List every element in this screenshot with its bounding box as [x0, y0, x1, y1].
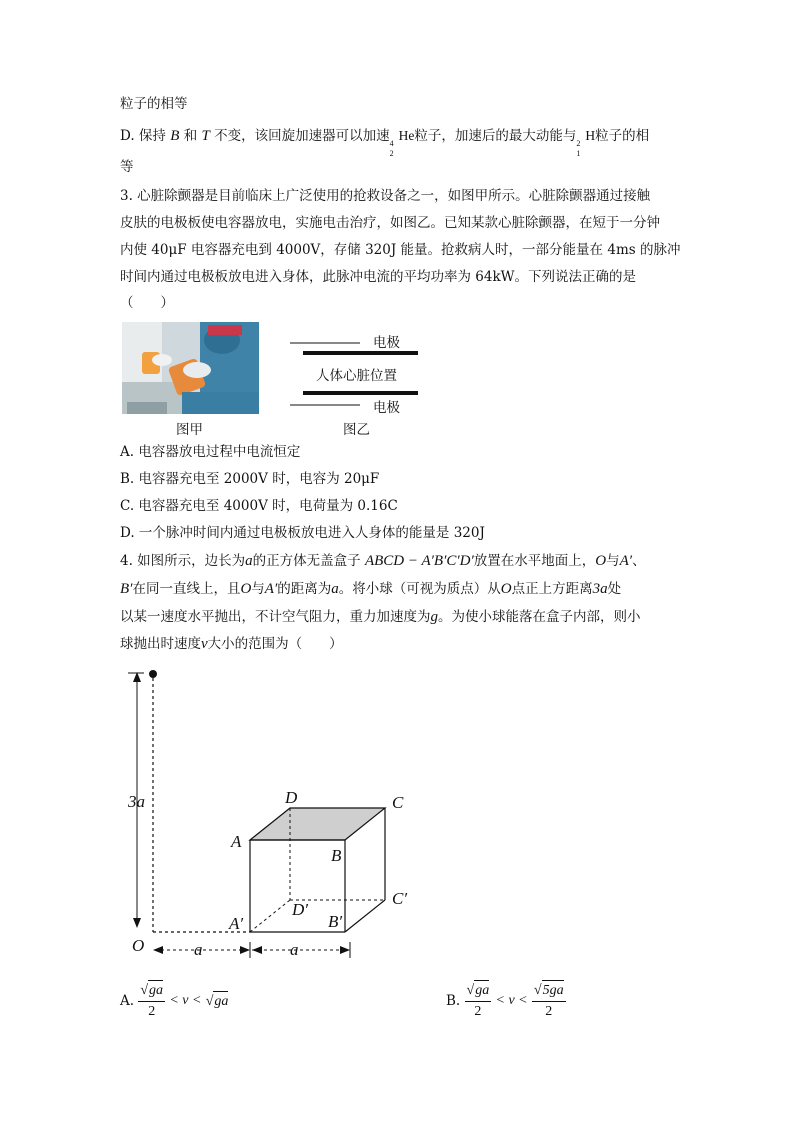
question-4-text: 球抛出时速度v大小的范围为（ ） — [120, 636, 343, 652]
origin-label: O — [132, 936, 145, 955]
answer-brackets: （ ） — [120, 295, 174, 311]
vertex-label-a-prime: A′ — [229, 914, 244, 933]
question-3-text: 时间内通过电极板放电进入身体，此脉冲电流的平均功率为 64kW。下列说法正确的是 — [120, 269, 637, 285]
question-3-text: 皮肤的电极板使电容器放电，实施电击治疗，如图乙。已知某款心脏除颤器，在短于一分钟 — [120, 215, 660, 231]
hidden-edge — [250, 900, 290, 932]
box-top-face — [250, 808, 385, 840]
q4-option-b: B. $\frac{√ga}{2}$ < v < $\frac{√5ga}{2}$ — [446, 980, 566, 1022]
question-3-text: 内使 40μF 电容器充电到 4000V，存储 320J 能量。抢救病人时，一部分能量在 4ms 的脉冲 — [120, 242, 681, 258]
figure-caption-b: 图乙 — [343, 422, 370, 438]
question-4-text: 以某一速度水平抛出，不计空气阻力，重力加速度为g。为使小球能落在盒子内部，则小 — [120, 609, 641, 625]
electrode-plate-top — [303, 351, 418, 355]
projectile-box-diagram — [120, 660, 420, 970]
option-d-line: D. 保持 B 和 T 不变，该回旋加速器可以加速 4 2 He粒子，加速后的最大动能与 2 1 H粒子的相 — [120, 128, 650, 158]
arrow-head-down — [133, 918, 141, 928]
vertex-label-a: A — [231, 832, 242, 851]
option-d: D. 一个脉冲时间内通过电极板放电进入人身体的能量是 320J — [120, 525, 485, 541]
distance-label-a2: a — [290, 940, 299, 959]
figure-caption-a: 图甲 — [176, 422, 203, 438]
option-c: C. 电容器充电至 4000V 时，电荷量为 0.16C — [120, 498, 398, 514]
vertex-label-c-prime: C′ — [392, 889, 408, 908]
heart-position-label: 人体心脏位置 — [316, 368, 397, 384]
electrode-label-bottom: 电极 — [373, 400, 400, 416]
text-line: 粒子的相等 — [120, 96, 188, 112]
defibrillator-photo — [122, 322, 259, 414]
text-line: 等 — [120, 159, 134, 175]
distance-label-a1: a — [194, 940, 203, 959]
question-4-text: B′在同一直线上，且O与A′的距离为a。将小球（可视为质点）从O点正上方距离3a处 — [120, 581, 622, 597]
electrode-plate-bottom — [303, 391, 418, 395]
electrode-label-top: 电极 — [373, 335, 400, 351]
vertex-label-c: C — [392, 793, 404, 812]
vertex-label-b-prime: B′ — [328, 912, 343, 931]
vertex-label-d-prime: D′ — [292, 900, 308, 919]
vertex-label-b: B — [331, 846, 342, 865]
q4-option-a: A. $\frac{√ga}{2}$ < v < √ga — [120, 980, 228, 1022]
ball — [149, 670, 157, 678]
option-b: B. 电容器充电至 2000V 时，电容为 20μF — [120, 471, 380, 487]
height-label: 3a — [128, 792, 145, 811]
question-3-text: 3. 心脏除颤器是目前临床上广泛使用的抢救设备之一，如图甲所示。心脏除颤器通过接触 — [120, 188, 651, 204]
option-a: A. 电容器放电过程中电流恒定 — [120, 444, 301, 460]
question-4-text: 4. 如图所示，边长为a的正方体无盖盒子 ABCD − A′B′C′D′放置在水平地面上，O与A′、 — [120, 553, 646, 569]
vertex-label-d: D — [285, 788, 298, 807]
